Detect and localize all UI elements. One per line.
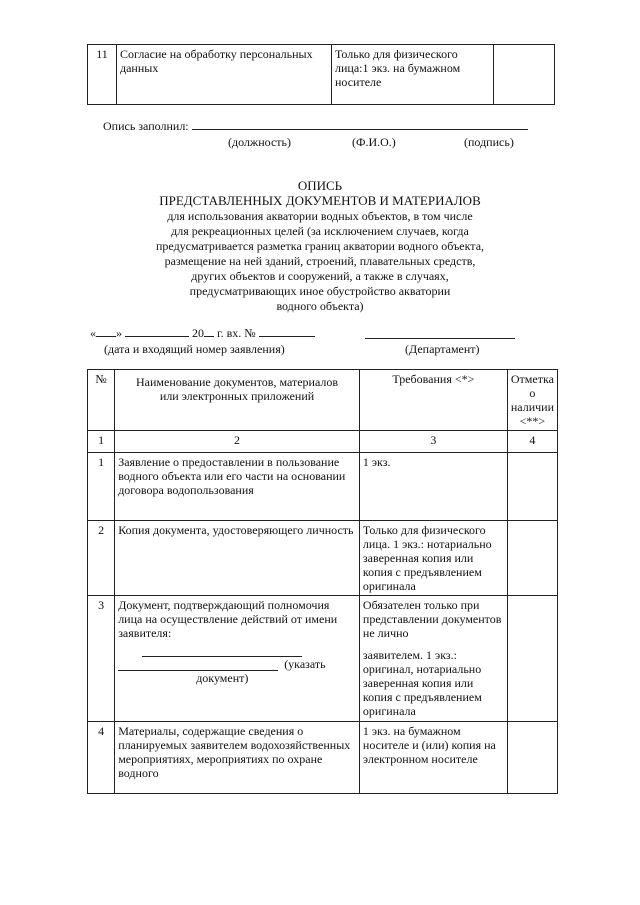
col-mark: Отметка о наличии <**>	[507, 370, 557, 431]
department-field[interactable]	[365, 326, 515, 339]
department-caption: (Департамент)	[405, 342, 480, 356]
signature-caption: (подпись)	[464, 135, 514, 149]
table-row: 1 Заявление о предоставлении в пользование водного объекта или его части на основании договора водопользования 1 экз.	[88, 453, 558, 521]
table-row: 2 Копия документа, удостоверяющего личность Только для физического лица. 1 экз.: нотариально заверенная копия или копия с предъявлением оригинала	[88, 521, 558, 596]
requirement: Обязателен только при представлении документов не лично заявителем. 1 экз.: оригинал, нотариально заверенная копия или копия с предъявлением оригинала	[359, 596, 507, 722]
date-line: « » 20 г. вх. №	[90, 326, 315, 341]
table-row: 4 Материалы, содержащие сведения о планируемых заявителем водохозяйственных мероприятиях, мероприятиях по охране водного 1 экз. на бумажном носителе и (или) копия на электронном носителе	[88, 722, 558, 794]
date-caption: (дата и входящий номер заявления)	[104, 342, 285, 356]
row-number: 11	[88, 45, 117, 105]
document-type-field[interactable]	[118, 658, 278, 671]
col-name: Наименование документов, материалов или электронных приложений	[115, 370, 360, 431]
document-name: Заявление о предоставлении в пользование водного объекта или его части на основании договора водопользования	[115, 453, 360, 521]
position-caption: (должность)	[228, 135, 291, 149]
document-name: Согласие на обработку персональных данных	[117, 45, 332, 105]
heading-line: водного объекта)	[276, 299, 364, 313]
availability-mark[interactable]	[507, 521, 557, 596]
documents-table	[87, 369, 558, 794]
month-field[interactable]	[125, 326, 189, 337]
requirement: 1 экз. на бумажном носителе и (или) копия на электронном носителе	[359, 722, 507, 794]
document-name: Материалы, содержащие сведения о планируемых заявителем водохозяйственных мероприятиях, мероприятиях по охране водного	[115, 722, 360, 794]
availability-mark[interactable]	[507, 453, 557, 521]
representative-field[interactable]	[142, 648, 302, 657]
table-row: 3 Документ, подтверждающий полномочия лица на осуществление действий от имени заявителя: (указать документ) Обязателен только при представлении документов не лично заявителем. 1 экз.: оригинал, нотариально заверенная копия или копия с предъявлением оригинала	[88, 596, 558, 722]
heading-line: предусматривается разметка границ акватории водного объекта,	[155, 239, 485, 253]
requirement: Только для физического лица. 1 экз.: нотариально заверенная копия или копия с предъявлением оригинала	[359, 521, 507, 596]
signature-underline[interactable]	[192, 119, 528, 130]
top-table	[87, 44, 555, 105]
requirement: 1 экз.	[359, 453, 507, 521]
reg-number-field[interactable]	[259, 326, 315, 337]
day-field[interactable]	[96, 326, 116, 337]
requirement: Только для физического лица:1 экз. на бумажном носителе	[332, 45, 494, 105]
availability-mark[interactable]	[507, 596, 557, 722]
filled-by-line	[103, 119, 543, 134]
availability-mark[interactable]	[507, 722, 557, 794]
heading-line: для использования акватории водных объектов, в том числе	[167, 209, 473, 223]
table-numbering-row: 1 2 3 4	[88, 431, 558, 453]
fio-caption: (Ф.И.О.)	[352, 135, 396, 149]
heading-line: размещение на ней зданий, строений, плавательных средств,	[164, 254, 476, 268]
document-title: ОПИСЬ	[297, 178, 343, 193]
table-row	[88, 45, 555, 105]
table-header-row	[88, 370, 558, 431]
heading-line: предусматривающих иное обустройство акватории	[189, 284, 451, 298]
heading-line: для рекреационных целей (за исключением случаев, когда	[171, 224, 469, 238]
heading-line: других объектов и сооружений, а также в случаях,	[191, 269, 449, 283]
col-requirements: Требования <*>	[359, 370, 507, 431]
filled-by-label: Опись заполнил:	[103, 119, 189, 133]
document-name: Копия документа, удостоверяющего личность	[115, 521, 360, 596]
document-subtitle: ПРЕДСТАВЛЕННЫХ ДОКУМЕНТОВ И МАТЕРИАЛОВ	[159, 193, 481, 208]
year-field[interactable]	[204, 326, 214, 337]
availability-mark	[494, 45, 555, 105]
document-name: Документ, подтверждающий полномочия лица на осуществление действий от имени заявителя: (указать документ)	[115, 596, 360, 722]
col-number: №	[88, 370, 115, 431]
